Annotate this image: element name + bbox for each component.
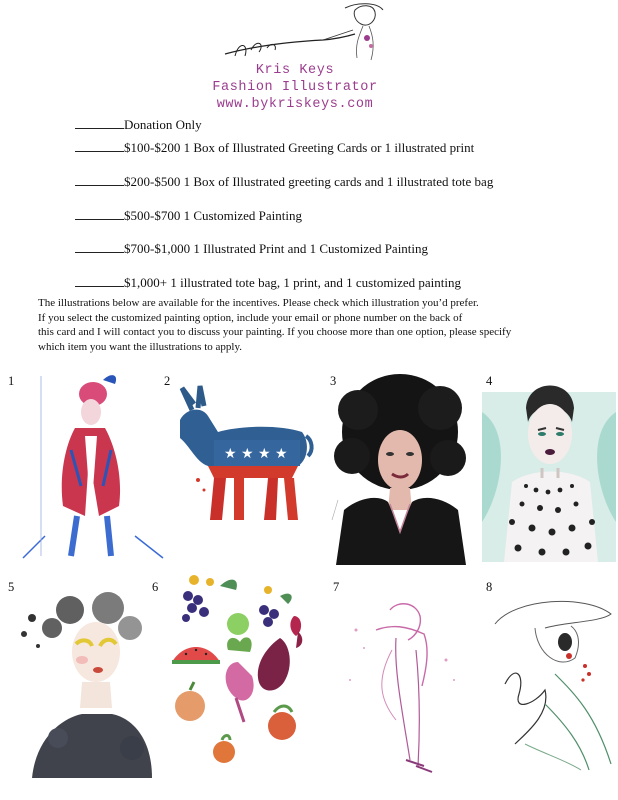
illustration-number-2: 2 xyxy=(164,374,171,388)
option-700-1000[interactable] xyxy=(75,241,428,257)
option-label: Donation Only xyxy=(124,117,202,132)
brand-role: Fashion Illustrator xyxy=(212,80,378,95)
instructions-line: The illustrations below are available for the incentives. Please check which illustration you’d prefer. xyxy=(38,297,479,309)
option-checkbox-blank[interactable] xyxy=(75,208,124,220)
option-label: $500-$700 1 Customized Painting xyxy=(124,208,303,223)
illustration-8[interactable] xyxy=(485,594,618,774)
illustration-number-4: 4 xyxy=(486,374,493,388)
afro-woman-illustration-icon xyxy=(328,370,478,565)
option-label: $100-$200 1 Box of Illustrated Greeting Cards or 1 illustrated print xyxy=(124,140,475,155)
option-500-700[interactable] xyxy=(75,208,302,224)
illustration-number-3: 3 xyxy=(330,374,337,388)
option-label: $200-$500 1 Box of Illustrated greeting cards and 1 illustrated tote bag xyxy=(124,174,494,189)
illustration-7[interactable] xyxy=(336,590,476,780)
illustration-number-6: 6 xyxy=(152,580,159,594)
signature-sketch-icon xyxy=(205,0,385,70)
illustration-4[interactable] xyxy=(482,372,616,567)
instructions-line: this card and I will contact you to discuss your painting. If you choose more than one option, please specify xyxy=(38,326,512,339)
option-checkbox-blank[interactable] xyxy=(75,241,124,253)
illustration-number-5: 5 xyxy=(8,580,15,594)
illustration-6[interactable] xyxy=(164,566,314,776)
illustration-number-8: 8 xyxy=(486,580,493,594)
donkey-illustration-icon xyxy=(168,380,318,540)
illustration-1[interactable] xyxy=(15,366,165,566)
pink-figure-sketch-illustration-icon xyxy=(336,590,476,780)
brand-name: Kris Keys xyxy=(255,63,335,78)
patriotic-woman-illustration-icon xyxy=(15,366,165,566)
brand-website[interactable]: www.bykriskeys.com xyxy=(216,97,374,112)
option-donation-only[interactable] xyxy=(75,117,202,133)
instructions-paragraph xyxy=(38,296,598,354)
illustration-number-7: 7 xyxy=(333,580,340,594)
hat-woman-sketch-illustration-icon xyxy=(485,594,618,774)
instructions-line: If you select the customized painting option, include your email or phone number on the back of xyxy=(38,311,463,324)
pearl-necklace-woman-illustration-icon xyxy=(482,372,616,567)
option-200-500[interactable] xyxy=(75,174,493,190)
option-checkbox-blank[interactable] xyxy=(75,275,124,287)
option-checkbox-blank[interactable] xyxy=(75,140,124,152)
illustration-number-1: 1 xyxy=(8,374,15,388)
watercolor-woman-illustration-icon xyxy=(12,588,160,778)
option-100-200[interactable] xyxy=(75,140,474,156)
illustration-2[interactable] xyxy=(168,380,318,540)
instructions-line: which item you want the illustrations to apply. xyxy=(38,340,242,353)
brand-logo xyxy=(205,0,385,112)
fruits-vegetables-illustration-icon xyxy=(164,566,314,776)
option-checkbox-blank[interactable] xyxy=(75,174,124,186)
illustration-3[interactable] xyxy=(328,370,478,565)
option-label: $700-$1,000 1 Illustrated Print and 1 Customized Painting xyxy=(124,241,429,256)
illustration-5[interactable] xyxy=(12,588,160,778)
option-label: $1,000+ 1 illustrated tote bag, 1 print, and 1 customized painting xyxy=(124,275,461,290)
option-1000-plus[interactable] xyxy=(75,275,461,291)
svg-text:★ ★ ★ ★: ★ ★ ★ ★ xyxy=(224,446,288,462)
option-checkbox-blank[interactable] xyxy=(75,117,124,129)
